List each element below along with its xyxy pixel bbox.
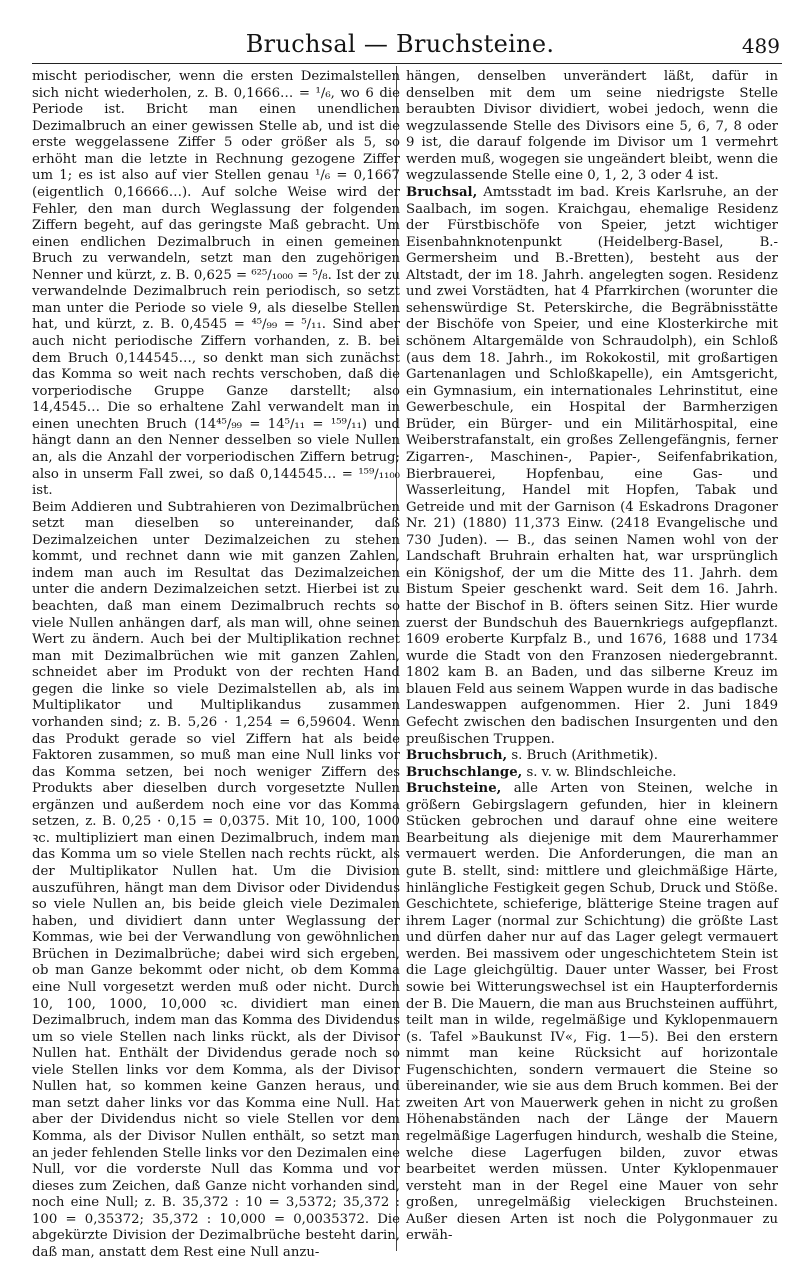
headword-bruchsal: Bruchsal,	[406, 184, 478, 200]
division-continuation-paragraph: hängen, denselben unverändert läßt, dafür in denselben mit dem um seine niedrigste Stelle beraubten Divisor dividiert, wobei jedoch, wenn die wegzulassende Stelle des Divisors eine 5, 6, 7, 8 oder 9 ist, die darauf folgende im Divisor um 1 vermehrt werden muß, wogegen sie ungeändert bleibt, wenn die wegzulassende Stelle eine 0, 1, 2, 3 oder 4 ist.	[406, 69, 778, 184]
decimal-operations-paragraph: Beim Addieren und Subtrahieren von Dezimalbrüchen setzt man dieselben so untereinander, daß Dezimalzeichen unter Dezimalzeichen zu stehen kommt, und rechnet dann wie mit ganzen Zahlen, indem man auch im Resultat das Dezimalzeichen unter die andern Dezimalzeichen setzt. Hierbei ist zu beachten, daß man einem Dezimalbruch rechts so viele Nullen anhängen darf, als man will, ohne seinen Wert zu ändern. Auch bei der Multiplikation rechnet man mit Dezimalbrüchen wie mit ganzen Zahlen, schneidet aber im Produkt von der rechten Hand gegen die linke so viele Dezimalstellen ab, als im Multiplikator und Multiplikandus zusammen vorhanden sind; z. B. 5,26 · 1,254 = 6,59604. Wenn das Produkt gerade so viel Ziffern hat als beide Faktoren zusammen, so muß man eine Null links vor das Komma setzen, bei noch weniger Ziffern des Produkts aber dieselben durch vorgesetzte Nullen ergänzen und außerdem noch eine vor das Komma setzen, z. B. 0,25 · 0,15 = 0,0375. Mit 10, 100, 1000 ꝛc. multipliziert man einen Dezimalbruch, indem man das Komma um so viele Stellen nach rechts rückt, als der Multiplikator Nullen hat. Um die Division auszuführen, hängt man dem Divisor oder Dividendus so viele Nullen an, bis beide gleich viele Dezimalen haben, und dividiert dann unter Weglassung der Kommas, wie bei der Verwandlung von gewöhnlichen Brüchen in Dezimalbrüche; dabei wird sich ergeben, ob man Ganze bekommt oder nicht, ob dem Komma eine Null vorgesetzt werden muß oder nicht. Durch 10, 100, 1000, 10,000 ꝛc. dividiert man einen Dezimalbruch, indem man das Komma des Dividendus um so viele Stellen nach links rückt, als der Divisor Nullen hat. Enthält der Dividendus gerade noch so viele Stellen links vor dem Komma, als der Divisor Nullen hat, so kommen keine Ganzen heraus, und man setzt daher links vor das Komma eine Null. Hat aber der Dividendus nicht so viele Stellen vor dem Komma, als der Divisor Nullen enthält, so setzt man an jeder fehlenden Stelle links vor den Dezimalen eine Null, vor die vorderste Null das Komma und vor dieses zum Zeichen, daß Ganze nicht vorhanden sind, noch eine Null; z. B. 35,372 : 10 = 3,5372; 35,372 : 100 = 0,35372; 35,372 : 10,000 = 0,0035372. Die abgekürzte Division der Dezimalbrüche besteht darin, daß man, anstatt dem Rest eine Null anzu-	[32, 499, 400, 1260]
entry-bruchschlange-text: s. v. w. Blindschleiche.	[522, 764, 677, 780]
right-column	[406, 69, 778, 1245]
header-rule	[32, 63, 782, 64]
entry-bruchsal	[406, 185, 778, 748]
entry-bruchschlange	[406, 765, 778, 782]
entry-bruchsteine	[406, 781, 778, 1245]
decimal-fractions-paragraph: mischt periodischer, wenn die ersten Dezimalstellen sich nicht wiederholen, z. B. 0,1666… = ¹/₆, wo 6 die Periode ist. Bricht man einen unendlichen Dezimalbruch an einer gewissen Stelle ab, und ist die erste weggelassene Ziffer 5 oder größer als 5, so erhöht man die letzte in Rechnung gezogene Ziffer um 1; es ist also auf vier Stellen genau ¹/₆ = 0,1667 (eigentlich 0,16666…). Auf solche Weise wird der Fehler, den man durch Weglassung der folgenden Ziffern begeht, auf das geringste Maß gebracht. Um einen endlichen Dezimalbruch in einen gemeinen Bruch zu verwandeln, setzt man den zugehörigen Nenner und kürzt, z. B. 0,625 = ⁶²⁵/₁₀₀₀ = ⁵/₈. Ist der zu verwandelnde Dezimalbruch rein periodisch, so setzt man unter die Periode so viele 9, als dieselbe Stellen hat, und kürzt, z. B. 0,4545 = ⁴⁵/₉₉ = ⁵/₁₁. Sind aber auch nicht periodische Ziffern vorhanden, z. B. bei dem Bruch 0,144545…, so denkt man sich zunächst das Komma so weit nach rechts verschoben, daß die vorperiodische Gruppe Ganze darstellt; also 14,4545… Die so erhaltene Zahl verwandelt man in einen unechten Bruch (14⁴⁵/₉₉ = 14⁵/₁₁ = ¹⁵⁹/₁₁) und hängt dann an den Nenner desselben so viele Nullen an, als die Anzahl der vorperiodischen Ziffern betrug; also in unserm Fall zwei, so daß 0,144545… = ¹⁵⁹/₁₁₀₀ ist.	[32, 69, 400, 499]
page-number: 489	[741, 34, 780, 58]
left-column	[32, 69, 400, 1262]
running-title: Bruchsal — Bruchsteine.	[245, 30, 555, 58]
running-head	[0, 26, 800, 62]
headword-bruchsteine: Bruchsteine,	[406, 781, 502, 797]
entry-bruchsteine-text: alle Arten von Steinen, welche in größern Gebirgslagern gefunden, hier in kleinern Stücken gebrochen und darauf ohne eine weitere Bearbeitung als diejenige mit dem Maurerhammer vermauert werden. Die Anforderungen, die man an gute B. stellt, sind: mittlere und gleichmäßige Härte, hinlängliche Festigkeit gegen Schub, Druck und Stöße. Geschichtete, schieferige, blätterige Steine tragen auf ihrem Lager (normal zur Schichtung) die größte Last und dürfen daher nur auf das Lager gelegt vermauert werden. Bei massivem oder ungeschichtetem Stein ist die Lage gleichgültig. Dauer unter Wasser, bei Frost sowie bei Witterungswechsel ist ein Haupterfordernis der B. Die Mauern, die man aus Bruchsteinen aufführt, teilt man in wilde, regelmäßige und Kyklopenmauern (s. Tafel »Baukunst IV«, Fig. 1—5). Bei den erstern nimmt man keine Rücksicht auf horizontale Fugenschichten, sondern vermauert die Steine so übereinander, wie sie aus dem Bruch kommen. Bei der zweiten Art von Mauerwerk gehen in nicht zu großen Höhenabständen nach der Länge der Mauern regelmäßige Lagerfugen hindurch, weshalb die Steine, welche diese Lagerfugen bilden, zuvor etwas bearbeitet werden müssen. Unter Kyklopenmauer versteht man in der Regel eine Mauer von sehr großen, unregelmäßig vieleckigen Bruchsteinen. Außer diesen Arten ist noch die Polygonmauer zu erwäh-	[406, 781, 778, 1244]
headword-bruchschlange: Bruchschlange,	[406, 764, 523, 780]
entry-bruchsal-text: Amtsstadt im bad. Kreis Karlsruhe, an der Saalbach, im sogen. Kraichgau, ehemalige Residenz der Fürstbischöfe von Speier, jetzt wichtiger Eisenbahnknotenpunkt (Heidelberg-Basel, B.-Germersheim und B.-Bretten), besteht aus der Altstadt, der im 18. Jahrh. angelegten sogen. Residenz und zwei Vorstädten, hat 4 Pfarrkirchen (worunter die sehenswürdige St. Peterskirche, die Begräbnisstätte der Bischöfe von Speier, und eine Klosterkirche mit schönem Altargemälde von Schraudolph), ein Schloß (aus dem 18. Jahrh., im Rokokostil, mit großartigen Gartenanlagen und Schloßkapelle), ein Amtsgericht, ein Gymnasium, ein internationales Lehrinstitut, eine Gewerbeschule, ein Hospital der Barmherzigen Brüder, ein Bürger- und ein Militärhospital, eine Weiberstrafanstalt, ein großes Zellengefängnis, ferner Zigarren-, Maschinen-, Papier-, Seifenfabrikation, Bierbrauerei, Hopfenbau, eine Gas- und Wasserleitung, Handel mit Hopfen, Tabak und Getreide und mit der Garnison (4 Eskadrons Dragoner Nr. 21) (1880) 11,373 Einw. (2418 Evangelische und 730 Juden). — B., das seinen Namen wohl von der Landschaft Bruhrain erhalten hat, war ursprünglich ein Königshof, der um die Mitte des 11. Jahrh. dem Bistum Speier geschenkt ward. Seit dem 16. Jahrh. hatte der Bischof in B. öfters seinen Sitz. Hier wurde zuerst der Bundschuh des Bauernkriegs aufgepflanzt. 1609 eroberte Kurpfalz B., und 1676, 1688 und 1734 wurde die Stadt von den Franzosen niedergebrannt. 1802 kam B. an Baden, und das silberne Kreuz im blauen Feld aus seinem Wappen wurde in das badische Landeswappen aufgenommen. Hier 2. Juni 1849 Gefecht zwischen den badischen Insurgenten und den preußischen Truppen.	[406, 184, 778, 747]
entry-bruchsbruch	[406, 748, 778, 765]
headword-bruchsbruch: Bruchsbruch,	[406, 748, 508, 764]
entry-bruchsbruch-text: s. Bruch (Arithmetik).	[507, 748, 658, 764]
